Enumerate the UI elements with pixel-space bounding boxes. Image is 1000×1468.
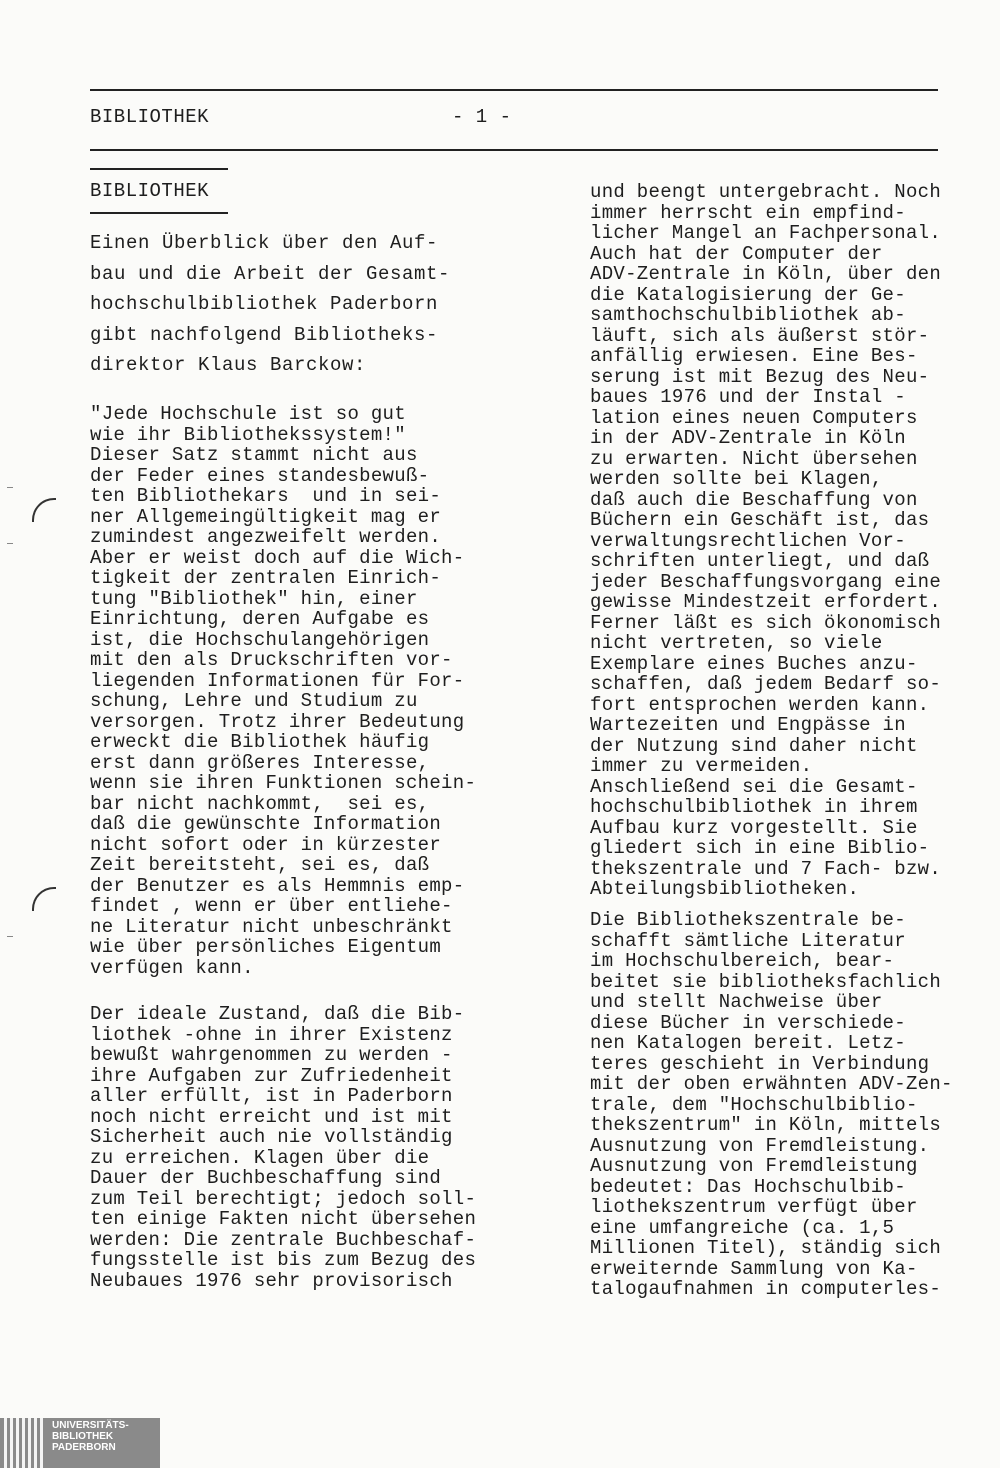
text-line: fungsstelle ist bis zum Bezug des — [90, 1249, 477, 1271]
top-rule — [90, 89, 938, 91]
margin-mark — [7, 543, 13, 544]
text-line: noch nicht erreicht und ist mit — [90, 1105, 453, 1128]
margin-mark — [7, 936, 13, 937]
text-line: Dauer der Buchbeschaffung sind — [90, 1167, 442, 1189]
text-line: direktor Klaus Barckow: — [90, 354, 367, 376]
text-line: bau und die Arbeit der Gesamt- — [90, 262, 451, 285]
text-line: bedeutet: Das Hochschulbib- — [590, 1175, 906, 1198]
text-line: Dieser Satz stammt nicht aus — [90, 444, 418, 466]
text-line: immer zu vermeiden. — [590, 755, 813, 777]
text-line: diese Bücher in verschiede- — [590, 1011, 906, 1034]
text-line: tigkeit der zentralen Einrich- — [90, 567, 442, 589]
logo-bars-icon — [4, 1418, 44, 1468]
text-line: schaffen, daß jedem Bedarf so- — [590, 673, 942, 695]
text-line: werden sollte bei Klagen, — [590, 468, 883, 490]
text-line: Neubaues 1976 sehr provisorisch — [90, 1269, 453, 1292]
text-line: hochschulbibliothek Paderborn — [90, 293, 439, 315]
text-line: liothekszentrum verfügt über — [590, 1196, 918, 1218]
text-line: ADV-Zentrale in Köln, über den — [590, 263, 942, 285]
text-line: "Jede Hochschule ist so gut — [90, 403, 406, 425]
text-line: schung, Lehre und Studium zu — [90, 690, 418, 712]
text-line: Auch hat der Computer der — [590, 242, 883, 265]
text-line: jeder Beschaffungsvorgang eine — [590, 570, 942, 593]
text-line: gewisse Mindestzeit erfordert. — [590, 591, 942, 613]
text-line: im Hochschulbereich, bear- — [590, 950, 895, 972]
left-paragraph-1 — [90, 404, 520, 978]
text-line: baues 1976 und der Instal - — [590, 386, 906, 408]
text-line: fort entsprochen werden kann. — [590, 693, 930, 716]
text-line: Aber er weist doch auf die Wich- — [90, 546, 465, 569]
right-paragraph-1 — [590, 182, 990, 900]
text-line: Einrichtung, deren Aufgabe es — [90, 608, 430, 630]
text-line: Der ideale Zustand, daß die Bib- — [90, 1003, 465, 1025]
text-line: schafft sämtliche Literatur — [590, 929, 906, 952]
text-line: ne Literatur nicht unbeschränkt — [90, 915, 453, 938]
text-line: Ausnutzung von Fremdleistung. — [590, 1134, 930, 1157]
text-line: schriften unterliegt, und daß — [590, 550, 930, 572]
text-line: bar nicht nachkommt, sei es, — [90, 792, 430, 815]
text-line: wie über persönliches Eigentum — [90, 936, 442, 958]
text-line: nicht vertreten, so viele — [590, 632, 883, 654]
section-title: BIBLIOTHEK — [90, 168, 228, 214]
text-line: liothek -ohne in ihrer Existenz — [90, 1023, 453, 1046]
text-line: mit der oben erwähnten ADV-Zen- — [590, 1073, 953, 1095]
text-line: zumindest angezweifelt werden. — [90, 526, 442, 548]
text-line: Büchern ein Geschäft ist, das — [590, 509, 930, 531]
text-line: bewußt wahrgenommen zu werden - — [90, 1044, 453, 1066]
library-logo — [0, 1418, 160, 1468]
text-line: Ferner läßt es sich ökonomisch — [590, 611, 942, 634]
text-line: beitet sie bibliotheksfachlich — [590, 970, 942, 993]
text-line: verwaltungsrechtlichen Vor- — [590, 529, 906, 552]
text-line: samthochschulbibliothek ab- — [590, 304, 906, 326]
text-line: talogaufnahmen in computerles- — [590, 1278, 942, 1300]
text-line: aller erfüllt, ist in Paderborn — [90, 1085, 453, 1107]
text-line: eine umfangreiche (ca. 1,5 — [590, 1216, 895, 1239]
text-line: findet , wenn er über entliehe- — [90, 895, 453, 917]
text-line: verfügen kann. — [90, 956, 254, 979]
text-line: die Katalogisierung der Ge- — [590, 283, 906, 306]
text-line: PADERBORN — [52, 1442, 116, 1453]
text-line: daß die gewünschte Information — [90, 813, 442, 835]
text-line: Sicherheit auch nie vollständig — [90, 1126, 453, 1148]
text-line: werden: Die zentrale Buchbeschaf- — [90, 1228, 477, 1251]
text-line: Millionen Titel), ständig sich — [590, 1237, 942, 1259]
text-line: immer herrscht ein empfind- — [590, 201, 906, 224]
text-line: gibt nachfolgend Bibliotheks- — [90, 323, 439, 346]
text-line: trale, dem "Hochschulbiblio- — [590, 1093, 918, 1116]
text-line: thekszentrum" in Köln, mittels — [590, 1114, 942, 1136]
text-line: ten einige Fakten nicht übersehen — [90, 1208, 477, 1230]
text-line: zu erwarten. Nicht übersehen — [590, 447, 918, 470]
text-line: in der ADV-Zentrale in Köln — [590, 427, 906, 449]
text-line: ten Bibliothekars und in sei- — [90, 485, 442, 507]
margin-mark — [7, 487, 13, 488]
left-paragraph-2 — [90, 1004, 520, 1291]
text-line: der Nutzung sind daher nicht — [590, 734, 918, 757]
text-line: hochschulbibliothek in ihrem — [590, 796, 918, 818]
page-number: - 1 - — [452, 106, 512, 128]
text-line: tung "Bibliothek" hin, einer — [90, 587, 418, 610]
right-paragraph-2 — [590, 910, 990, 1300]
punch-hole-mark — [32, 498, 56, 522]
text-line: serung ist mit Bezug des Neu- — [590, 365, 930, 388]
text-line: der Feder eines standesbewuß- — [90, 464, 430, 487]
text-line: zu erreichen. Klagen über die — [90, 1146, 430, 1169]
intro-paragraph — [90, 228, 490, 381]
text-line: Aufbau kurz vorgestellt. Sie — [590, 816, 918, 839]
punch-hole-mark — [32, 887, 56, 911]
header-bottom-rule — [90, 149, 938, 151]
text-line: Anschließend sei die Gesamt- — [590, 775, 918, 798]
text-line: licher Mangel an Fachpersonal. — [590, 222, 942, 244]
text-line: der Benutzer es als Hemmnis emp- — [90, 874, 465, 897]
text-line: erweiternde Sammlung von Ka- — [590, 1257, 918, 1280]
text-line: nicht sofort oder in kürzester — [90, 833, 442, 856]
text-line: anfällig erwiesen. Eine Bes- — [590, 345, 918, 367]
text-line: wie ihr Bibliothekssystem!" — [90, 423, 406, 446]
text-line: thekszentrale und 7 Fach- bzw. — [590, 857, 942, 880]
text-line: Exemplare eines Buches anzu- — [590, 652, 918, 675]
text-line: nen Katalogen bereit. Letz- — [590, 1032, 906, 1054]
text-line: und beengt untergebracht. Noch — [590, 181, 942, 203]
text-line: erweckt die Bibliothek häufig — [90, 731, 430, 753]
text-line: Einen Überblick über den Auf- — [90, 232, 439, 254]
text-line: versorgen. Trotz ihrer Bedeutung — [90, 710, 465, 733]
text-line: gliedert sich in eine Biblio- — [590, 837, 930, 859]
text-line: Wartezeiten und Engpässe in — [590, 714, 906, 736]
text-line: ihre Aufgaben zur Zufriedenheit — [90, 1064, 453, 1087]
text-line: und stellt Nachweise über — [590, 991, 883, 1013]
text-line: Ausnutzung von Fremdleistung — [590, 1155, 918, 1177]
text-line: teres geschieht in Verbindung — [590, 1052, 930, 1075]
text-line: Zeit bereitsteht, sei es, daß — [90, 854, 430, 876]
text-line: erst dann größeres Interesse, — [90, 751, 430, 774]
text-line: mit den als Druckschriften vor- — [90, 649, 453, 671]
text-line: zum Teil berechtigt; jedoch soll- — [90, 1187, 477, 1210]
text-line: lation eines neuen Computers — [590, 406, 918, 429]
text-line: ist, die Hochschulangehörigen — [90, 628, 430, 651]
text-line: läuft, sich als äußerst stör- — [590, 324, 930, 347]
text-line: Abteilungsbibliotheken. — [590, 878, 860, 900]
text-line: wenn sie ihren Funktionen schein- — [90, 772, 477, 794]
text-line: ner Allgemeingültigkeit mag er — [90, 505, 442, 528]
text-line: daß auch die Beschaffung von — [590, 488, 918, 511]
header-title: BIBLIOTHEK — [90, 106, 210, 128]
text-line: liegenden Informationen für For- — [90, 669, 465, 692]
text-line: Die Bibliothekszentrale be- — [590, 909, 906, 931]
text-line: BIBLIOTHEK — [52, 1431, 114, 1442]
text-line: UNIVERSITÄTS- — [52, 1420, 129, 1431]
logo-text — [52, 1420, 129, 1453]
